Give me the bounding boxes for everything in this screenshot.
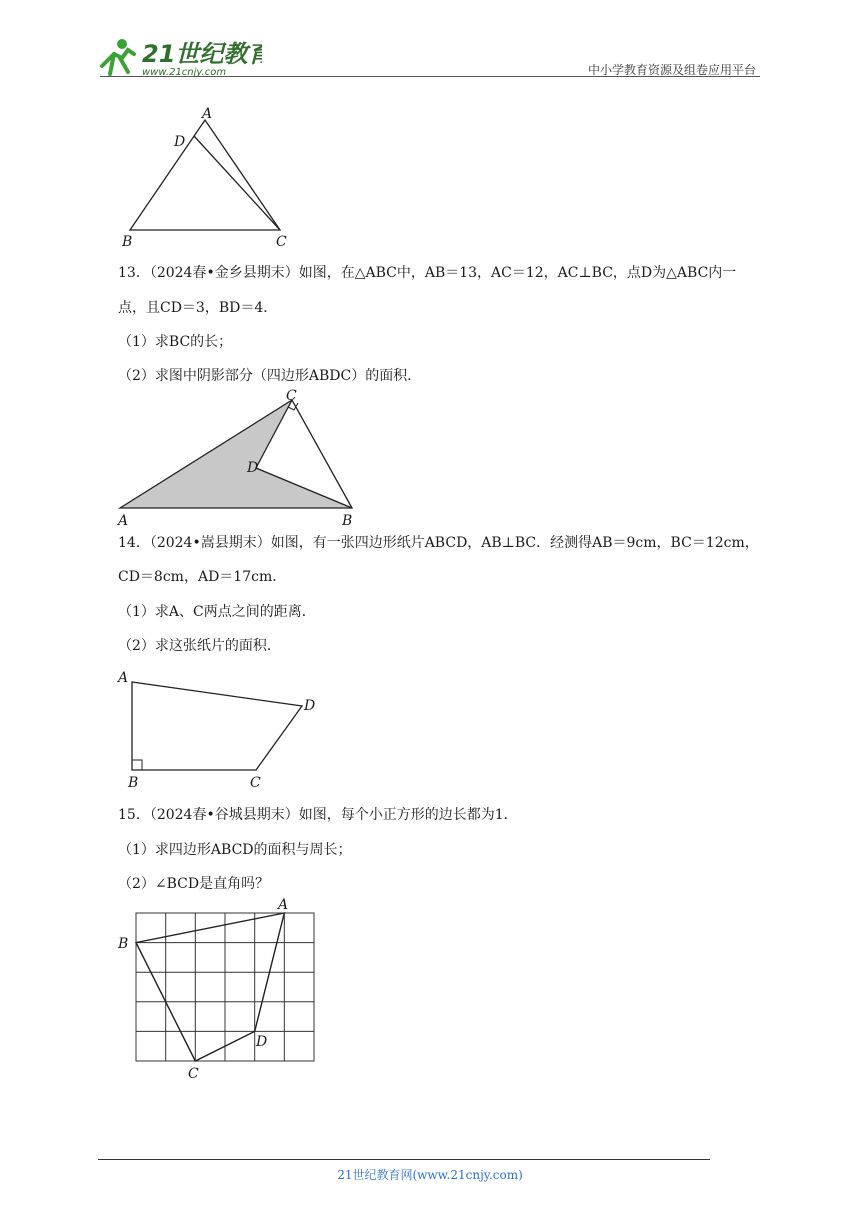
q14-subquestion-2: （2）求这张纸片的面积． xyxy=(118,638,281,654)
label-d: D xyxy=(256,1034,268,1050)
site-logo xyxy=(92,34,262,78)
platform-name: 中小学教育资源及组卷应用平台 xyxy=(587,63,756,77)
triangle-abc-figure xyxy=(110,100,310,250)
label-c: C xyxy=(286,388,297,404)
label-b: B xyxy=(128,775,139,791)
footer-link[interactable]: 21世纪教育网(www.21cnjy.com) xyxy=(337,1168,523,1182)
q13-subquestion-2: （2）求图中阴影部分（四边形ABDC）的面积． xyxy=(118,368,422,384)
label-a: A xyxy=(278,897,289,913)
header-divider xyxy=(100,76,760,77)
label-b: B xyxy=(342,513,353,529)
q14-stem-line2: CD＝8cm，AD＝17cm． xyxy=(118,569,287,585)
footer-divider xyxy=(98,1159,710,1160)
q13-stem-line2: 点，且CD＝3，BD＝4． xyxy=(118,300,278,316)
label-d: D xyxy=(247,460,259,476)
q15-subquestion-2: （2）∠BCD是直角吗？ xyxy=(118,876,270,892)
label-c: C xyxy=(250,775,261,791)
label-d: D xyxy=(304,698,316,714)
label-c: C xyxy=(188,1066,199,1082)
q14-stem-line1: 14．（2024•嵩县期末）如图，有一张四边形纸片ABCD，AB⊥BC．经测得AB＝9cm，BC＝12cm， xyxy=(118,535,759,551)
label-b: B xyxy=(118,936,129,952)
label-b: B xyxy=(122,234,133,250)
q15-stem-line1: 15．（2024春•谷城县期末）如图，每个小正方形的边长都为1． xyxy=(118,807,518,823)
q13-subquestion-1: （1）求BC的长； xyxy=(118,334,233,350)
label-d: D xyxy=(174,134,186,150)
label-c: C xyxy=(276,234,287,250)
label-a: A xyxy=(202,106,213,122)
logo-text: 21世纪教育 xyxy=(142,40,262,68)
logo-url: www.21cnjy.com xyxy=(142,67,227,78)
q14-subquestion-1: （1）求A、C两点之间的距离． xyxy=(118,604,316,620)
square-grid xyxy=(136,913,314,1061)
q13-stem-line1: 13．（2024春•金乡县期末）如图，在△ABC中，AB＝13，AC＝12，AC⊥BC，点D为△ABC内一 xyxy=(118,265,737,281)
q15-subquestion-1: （1）求四边形ABCD的面积与周长； xyxy=(118,842,352,858)
label-a: A xyxy=(118,670,129,686)
label-a: A xyxy=(118,513,129,529)
runner-logo-icon xyxy=(92,34,262,78)
q14-figure xyxy=(112,668,332,792)
q15-grid-figure xyxy=(112,894,332,1084)
q13-figure xyxy=(112,388,372,530)
